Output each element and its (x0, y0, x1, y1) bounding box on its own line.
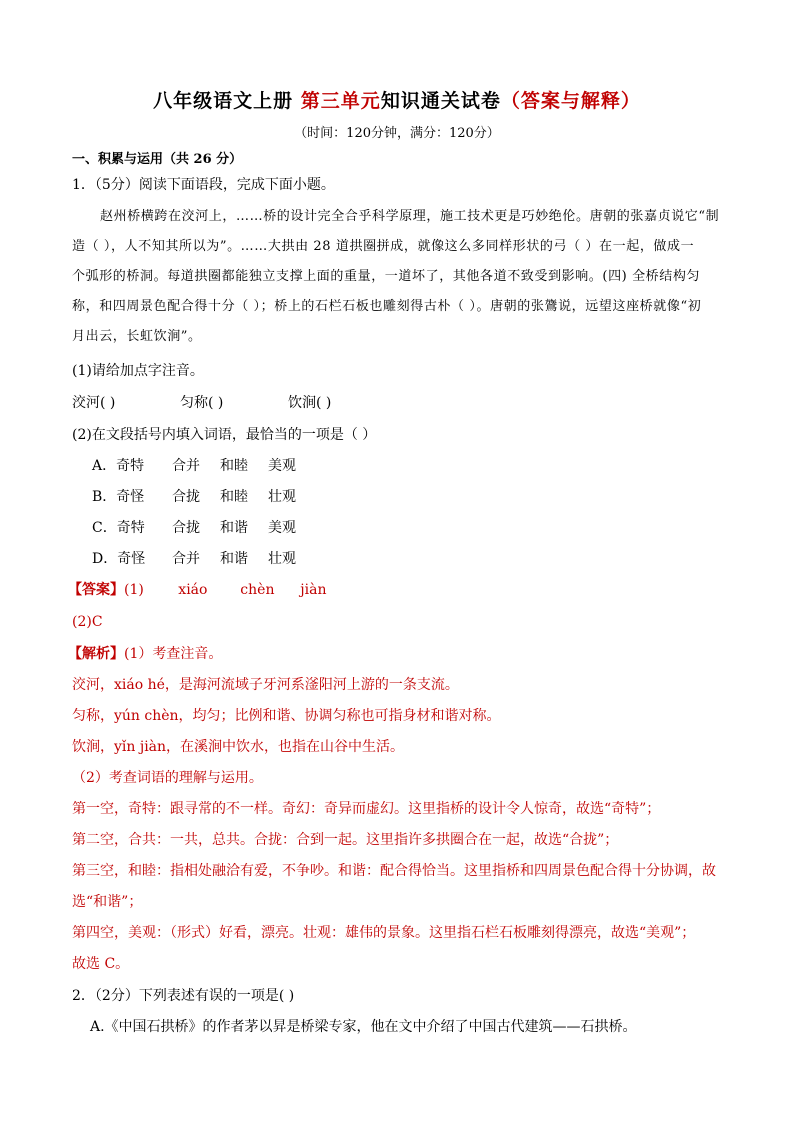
analysis-line-1: 洨河，xiáo hé，是海河流域子牙河系滏阳河上游的一条支流。 (72, 677, 459, 693)
analysis-conclusion: 故选 C。 (72, 956, 130, 972)
answer-row (68, 580, 326, 600)
sub-question-1: (1)请给加点字注音。 (72, 363, 204, 379)
title-part-2: 第三单 (300, 90, 361, 112)
question-2-stem: 2．（2分）下列表述有误的一项是( ) (72, 988, 295, 1004)
answer-2: (2)C (72, 614, 103, 630)
passage-line-4: 称，和四周景色配合得十分（ ）；桥上的石栏石板也雕刻得古朴（ ）。唐朝的张鷟说，远望这座桥就像“初 (72, 299, 702, 314)
passage-line-2: 造（ ），人不知其所以为”。……大拱由 28 道拱圈拼成，就像这么多同样形状的弓（ ）在一起，做成一 (72, 239, 695, 254)
option-b-word-3: 和睦 (220, 489, 248, 505)
pinyin-blank-3: 饮涧( ) (288, 395, 332, 411)
option-d-label: D．奇怪 (92, 551, 146, 567)
option-d-word-4: 壮观 (268, 551, 296, 567)
pinyin-blank-2: 匀称( ) (180, 395, 224, 411)
answer-1-prefix: (1) (124, 582, 144, 598)
option-a-label: A．奇特 (92, 458, 145, 474)
answer-pinyin-3: jiàn (300, 582, 327, 598)
option-c-word-2: 合拢 (172, 520, 200, 536)
option-c-word-3: 和谐 (220, 520, 248, 536)
title-part-1: 八年级语文上册 (153, 90, 294, 112)
title-part-3: 元 (360, 90, 381, 112)
title-part-5: （答案与解释） (500, 90, 641, 112)
option-c-word-4: 美观 (268, 520, 296, 536)
option-a (92, 456, 296, 476)
option-c-label: C．奇特 (92, 520, 145, 536)
exam-time-info: （时间：120分钟，满分：120分） (294, 126, 500, 141)
option-a-word-4: 美观 (268, 458, 296, 474)
question-2-option-a: A.《中国石拱桥》的作者茅以昇是桥梁专家，他在文中介绍了中国古代建筑——石拱桥。 (90, 1019, 637, 1035)
option-a-word-3: 和睦 (220, 458, 248, 474)
sub-question-2: (2)在文段括号内填入词语，最恰当的一项是（ ） (72, 427, 377, 443)
page-title (0, 86, 794, 113)
title-part-4: 知识通关试卷 (380, 90, 501, 112)
section-heading: 一、积累与运用（共 26 分） (72, 152, 243, 167)
answer-tag: 【答案】 (68, 582, 124, 598)
analysis-blank-1: 第一空，奇特：跟寻常的不一样。奇幻：奇异而虚幻。这里指桥的设计令人惊奇，故选“奇特”； (72, 801, 661, 817)
analysis-row (68, 644, 222, 664)
analysis-blank-4: 第四空，美观：（形式）好看，漂亮。壮观：雄伟的景象。这里指石栏石板雕刻得漂亮，故选“美观”； (72, 925, 696, 941)
answer-pinyin-2: chèn (240, 582, 275, 598)
option-d-word-3: 和谐 (220, 551, 248, 567)
option-b-label: B．奇怪 (92, 489, 145, 505)
analysis-tag: 【解析】 (68, 646, 124, 662)
option-b-word-4: 壮观 (268, 489, 296, 505)
option-c (92, 518, 296, 538)
pinyin-blanks (72, 393, 331, 413)
option-d-word-2: 合并 (172, 551, 200, 567)
option-b-word-2: 合拢 (172, 489, 200, 505)
passage-line-1: 赵州桥横跨在洨河上，……桥的设计完全合乎科学原理，施工技术更是巧妙绝伦。唐朝的张嘉贞说它“制 (100, 209, 720, 224)
answer-pinyin-1: xiáo (178, 582, 208, 598)
analysis-line-2: 匀称，yún chèn，均匀；比例和谐、协调匀称也可指身材和谐对称。 (72, 708, 501, 724)
analysis-blank-3-cont: 选“和谐”； (72, 894, 143, 910)
option-b (92, 487, 296, 507)
analysis-line-3: 饮涧，yǐn jiàn，在溪涧中饮水，也指在山谷中生活。 (72, 739, 405, 755)
analysis-blank-2: 第二空，合共：一共，总共。合拢：合到一起。这里指许多拱圈合在一起，故选“合拢”； (72, 832, 619, 848)
passage-line-3: 个弧形的桥洞。每道拱圈都能独立支撑上面的重量，一道坏了，其他各道不致受到影响。(四) 全桥结构匀 (72, 269, 701, 284)
analysis-head: (1）考查注音。 (124, 646, 223, 662)
analysis-head-2: （2）考查词语的理解与运用。 (72, 770, 263, 786)
pinyin-blank-1: 洨河( ) (72, 395, 116, 411)
analysis-blank-3: 第三空，和睦：指相处融洽有爱，不争吵。和谐：配合得恰当。这里指桥和四周景色配合得十分协调，故 (72, 863, 716, 879)
option-d (92, 549, 296, 569)
option-a-word-2: 合并 (172, 458, 200, 474)
question-1-stem: 1．（5分）阅读下面语段，完成下面小题。 (72, 177, 335, 193)
passage-line-5: 月出云，长虹饮涧”。 (72, 329, 202, 344)
